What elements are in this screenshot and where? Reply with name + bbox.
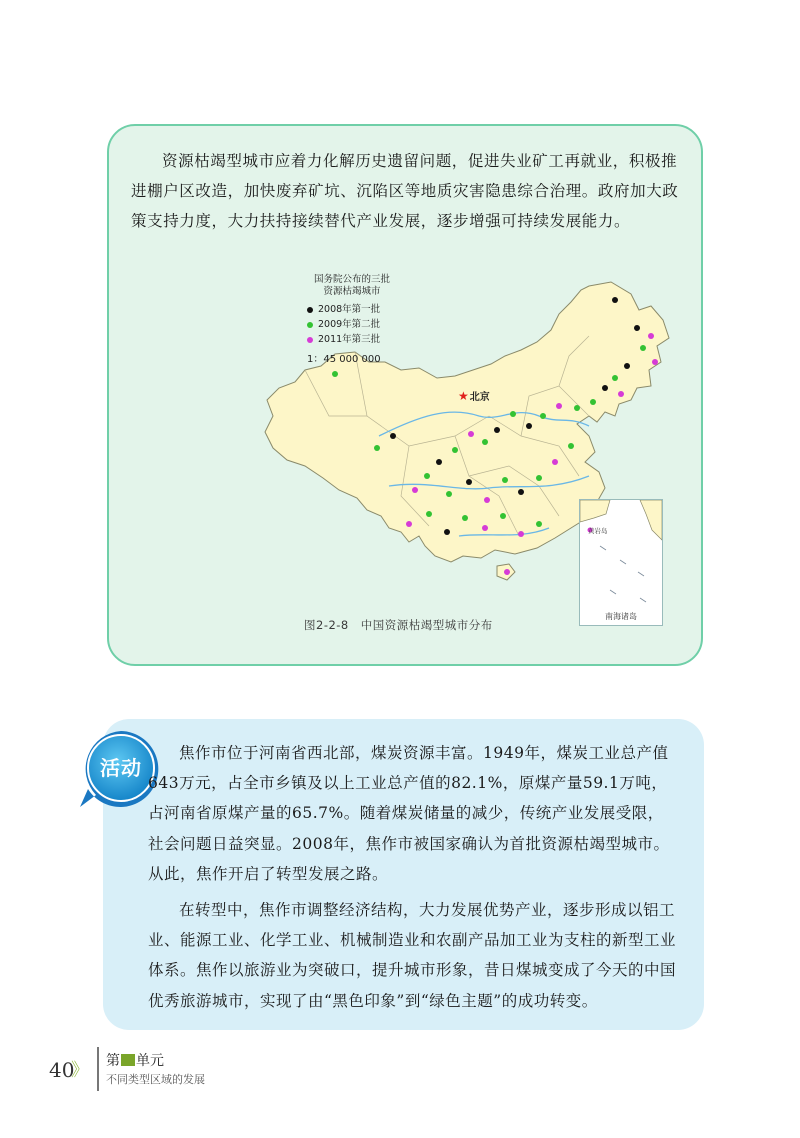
city-marker <box>436 459 442 465</box>
city-marker <box>536 521 542 527</box>
city-marker <box>504 569 510 575</box>
city-marker <box>624 363 630 369</box>
city-marker <box>618 391 624 397</box>
legend-title-line-1: 国务院公布的三批 <box>313 274 390 285</box>
unit-number-box <box>121 1054 135 1066</box>
city-marker <box>640 345 646 351</box>
south-china-sea-inset <box>579 499 663 626</box>
city-marker <box>590 399 596 405</box>
city-marker <box>374 445 380 451</box>
inset-island-label: 黄岩岛 <box>588 527 608 535</box>
city-marker <box>412 487 418 493</box>
city-marker <box>500 513 506 519</box>
city-marker <box>540 413 546 419</box>
city-marker <box>518 489 524 495</box>
city-marker <box>510 411 516 417</box>
activity-paragraph-1: 焦作市位于河南省西北部，煤炭资源丰富。1949年，煤炭工业总产值643万元，占全市乡镇及以上工业总产值的82.1%，原煤产量59.1万吨，占河南省原煤产量的65.7%。随着煤炭储量的减少，传统产业发展受限，社会问题日益突显。2008年，焦作市被国家确认为首批资源枯竭型城市。从此，焦作开启了转型发展之路。 <box>148 744 670 883</box>
activity-paragraph-2: 在转型中，焦作市调整经济结构，大力发展优势产业，逐步形成以铝工业、能源工业、化学工业、机械制造业和农副产品加工业为支柱的新型工业体系。焦作以旅游业为突破口，提升城市形象，昔日煤城变成了今天的中国优秀旅游城市，实现了由“黑色印象”到“绿色主题”的成功转变。 <box>148 901 677 1010</box>
black-dot-icon <box>307 307 313 313</box>
city-marker <box>612 375 618 381</box>
legend-item-2011: 2011年第三批 <box>297 332 407 347</box>
city-marker <box>484 497 490 503</box>
city-marker <box>602 385 608 391</box>
city-marker <box>390 433 396 439</box>
city-marker <box>452 447 458 453</box>
footer-divider <box>97 1047 99 1091</box>
city-marker <box>612 297 618 303</box>
legend-item-2009: 2009年第二批 <box>297 317 407 332</box>
green-dot-icon <box>307 322 313 328</box>
city-marker <box>426 511 432 517</box>
city-marker <box>648 333 654 339</box>
city-marker <box>468 431 474 437</box>
magenta-dot-icon <box>307 337 313 343</box>
star-icon: ★ <box>458 389 469 403</box>
city-marker <box>536 475 542 481</box>
inset-map <box>580 500 662 625</box>
page-number: 40 <box>49 1058 75 1082</box>
legend-item-2008: 2008年第一批 <box>297 302 407 317</box>
city-marker <box>518 531 524 537</box>
city-marker <box>494 427 500 433</box>
unit-title: 不同类型区域的发展 <box>106 1073 205 1086</box>
figure-number: 图2-2-8 <box>304 618 349 632</box>
intro-paragraph: 资源枯竭型城市应着力化解历史遗留问题，促进失业矿工再就业，积极推进棚户区改造，加快废弃矿坑、沉陷区等地质灾害隐患综合治理。政府加大政策支持力度，大力扶持接续替代产业发展，逐步增强可持续发展能力。 <box>131 152 679 230</box>
city-marker <box>634 325 640 331</box>
city-marker <box>482 439 488 445</box>
figure-caption <box>304 617 493 633</box>
map-legend <box>297 274 407 365</box>
activity-badge-label: 活动 <box>100 756 142 780</box>
figure-title: 中国资源枯竭型城市分布 <box>360 618 493 632</box>
city-marker <box>462 515 468 521</box>
city-marker <box>556 403 562 409</box>
activity-text <box>148 738 678 1016</box>
city-marker <box>466 479 472 485</box>
city-marker <box>406 521 412 527</box>
city-marker <box>332 371 338 377</box>
city-marker <box>444 529 450 535</box>
city-marker <box>526 423 532 429</box>
city-marker <box>482 525 488 531</box>
city-marker <box>552 459 558 465</box>
capital-beijing: ★北京 <box>458 389 490 403</box>
intro-box <box>107 124 703 666</box>
city-marker <box>574 405 580 411</box>
map-scale: 1：45 000 000 <box>307 354 381 365</box>
inset-label: 南海诸岛 <box>605 612 637 621</box>
city-marker <box>568 443 574 449</box>
chevron-icon: 》 <box>71 1060 86 1081</box>
city-marker <box>652 359 658 365</box>
legend-title-line-2: 资源枯竭城市 <box>323 286 381 297</box>
city-marker <box>502 477 508 483</box>
city-marker <box>446 491 452 497</box>
unit-heading: 第 单元 <box>106 1053 164 1069</box>
city-marker <box>424 473 430 479</box>
